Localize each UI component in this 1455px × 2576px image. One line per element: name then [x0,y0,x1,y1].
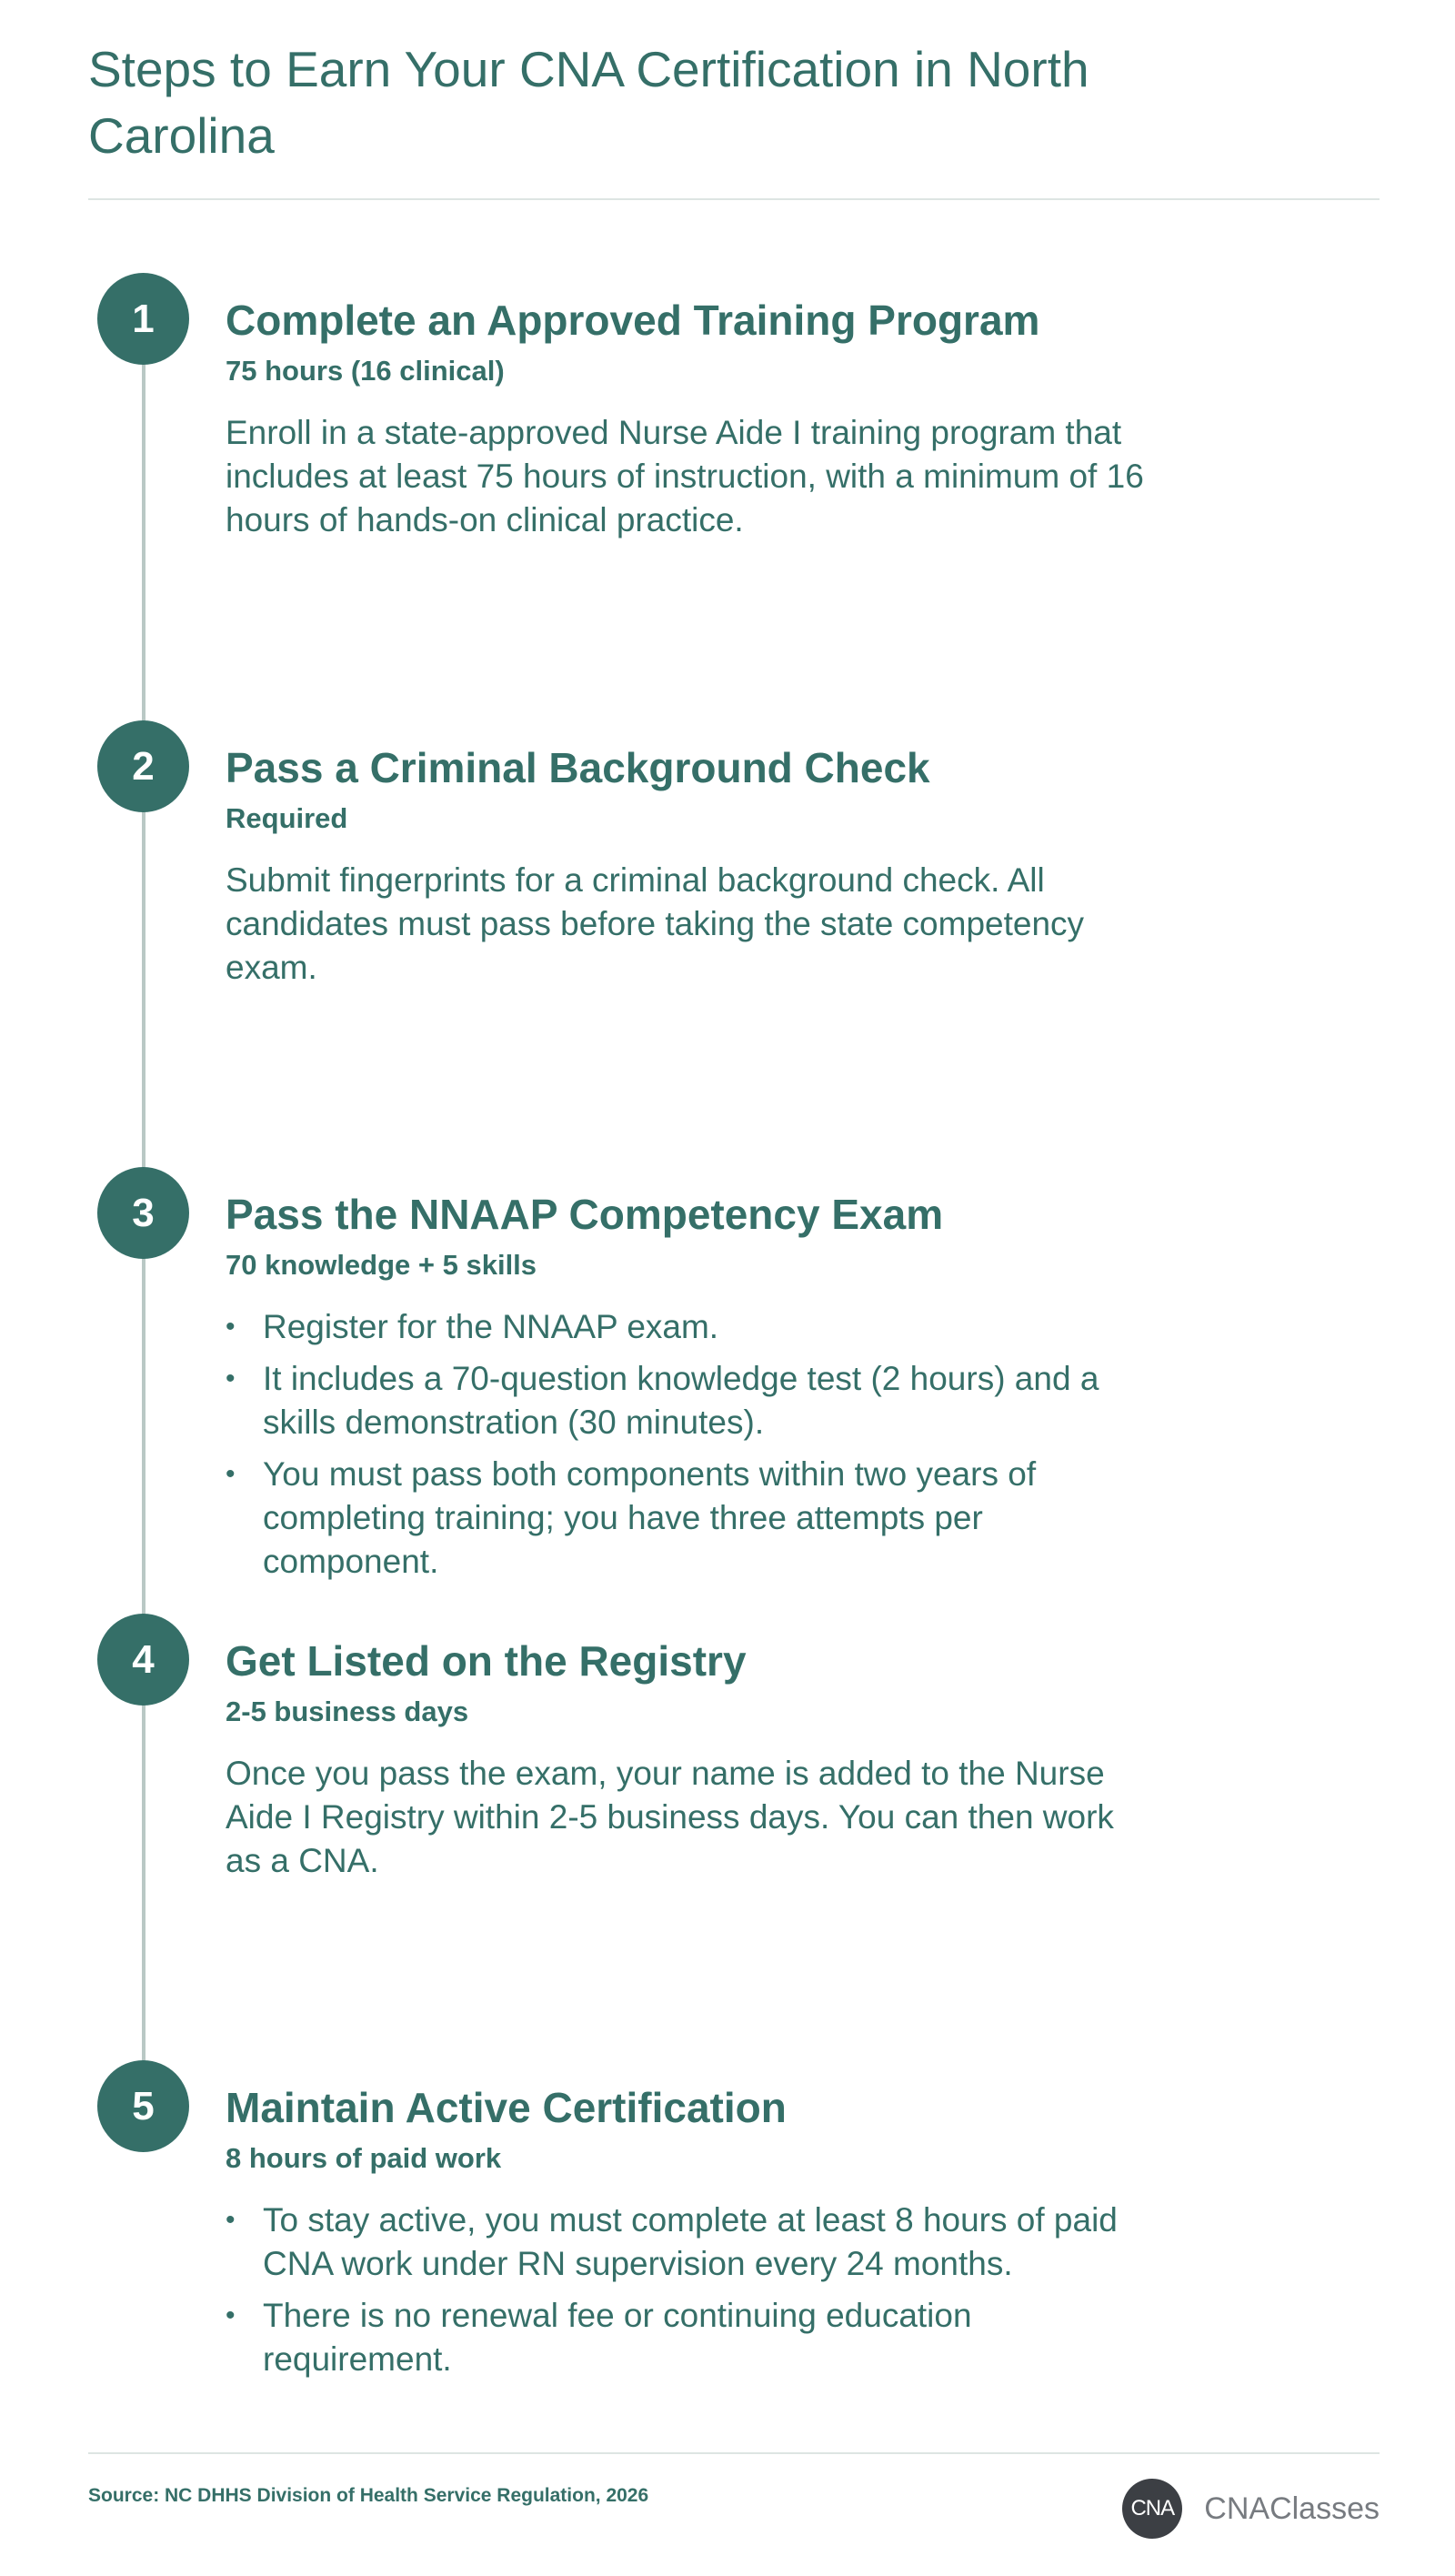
brand[interactable] [1122,2479,1380,2539]
step-subtitle: Required [226,802,348,834]
step-description: Submit fingerprints for a criminal background check. All candidates must pass before taking the state competency exam. [226,861,1085,986]
list-item [226,2199,1144,2286]
step-description: Enroll in a state-approved Nurse Aide I training program that includes at least 75 hours of instruction, with a minimum of 16 hours of hands-on clinical practice. [226,414,1144,538]
step-title: Pass a Criminal Background Check [226,744,930,791]
list-item-text: You must pass both components within two years of completing training; you have three attempts per component. [263,1455,1037,1580]
step-title: Complete an Approved Training Program [226,297,1040,344]
step-bullet-list [226,1305,1144,1584]
step-title: Maintain Active Certification [226,2084,787,2131]
bullet-icon: • [226,1363,236,1394]
list-item [226,1453,1144,1584]
step-bullet-list [226,2199,1144,2381]
step-number-badge: 1 [97,273,189,365]
list-item-text: Register for the NNAAP exam. [263,1308,719,1345]
step-content [226,1189,1144,1592]
step-subtitle: 75 hours (16 clinical) [226,355,505,387]
step-number-badge: 5 [97,2060,189,2152]
list-item-text: It includes a 70-question knowledge test (2 hours) and a skills demonstration (30 minutes). [263,1360,1099,1441]
brand-name: CNAClasses [1204,2490,1380,2526]
brand-logo-icon: CNA [1122,2479,1182,2539]
bullet-icon: • [226,2300,236,2330]
step-title: Get Listed on the Registry [226,1637,747,1685]
bullet-icon: • [226,2205,236,2235]
bullet-icon: • [226,1312,236,1342]
step-number-badge: 3 [97,1167,189,1259]
title-divider [88,198,1380,200]
step-title: Pass the NNAAP Competency Exam [226,1191,944,1238]
step-content [226,2082,1144,2390]
step-content [226,295,1144,542]
step-number-badge: 2 [97,720,189,812]
step-content [226,1635,1144,1883]
bullet-icon: • [226,1459,236,1489]
footer-divider [88,2452,1380,2454]
source-note: Source: NC DHHS Division of Health Service Regulation, 2026 [88,2485,649,2506]
list-item-text: To stay active, you must complete at least 8 hours of paid CNA work under RN supervision every 24 months. [263,2201,1118,2282]
page-title: Steps to Earn Your CNA Certification in North Carolina [88,41,1089,164]
step-description: Once you pass the exam, your name is added to the Nurse Aide I Registry within 2-5 business days. You can then work as a CNA. [226,1755,1114,1879]
step-subtitle: 8 hours of paid work [226,2142,502,2174]
step-number-badge: 4 [97,1614,189,1706]
step-content [226,742,1144,990]
step-subtitle: 2-5 business days [226,1696,469,1727]
list-item-text: There is no renewal fee or continuing education requirement. [263,2297,972,2378]
list-item [226,2294,1144,2381]
list-item [226,1305,1144,1349]
list-item [226,1357,1144,1444]
step-subtitle: 70 knowledge + 5 skills [226,1249,537,1281]
